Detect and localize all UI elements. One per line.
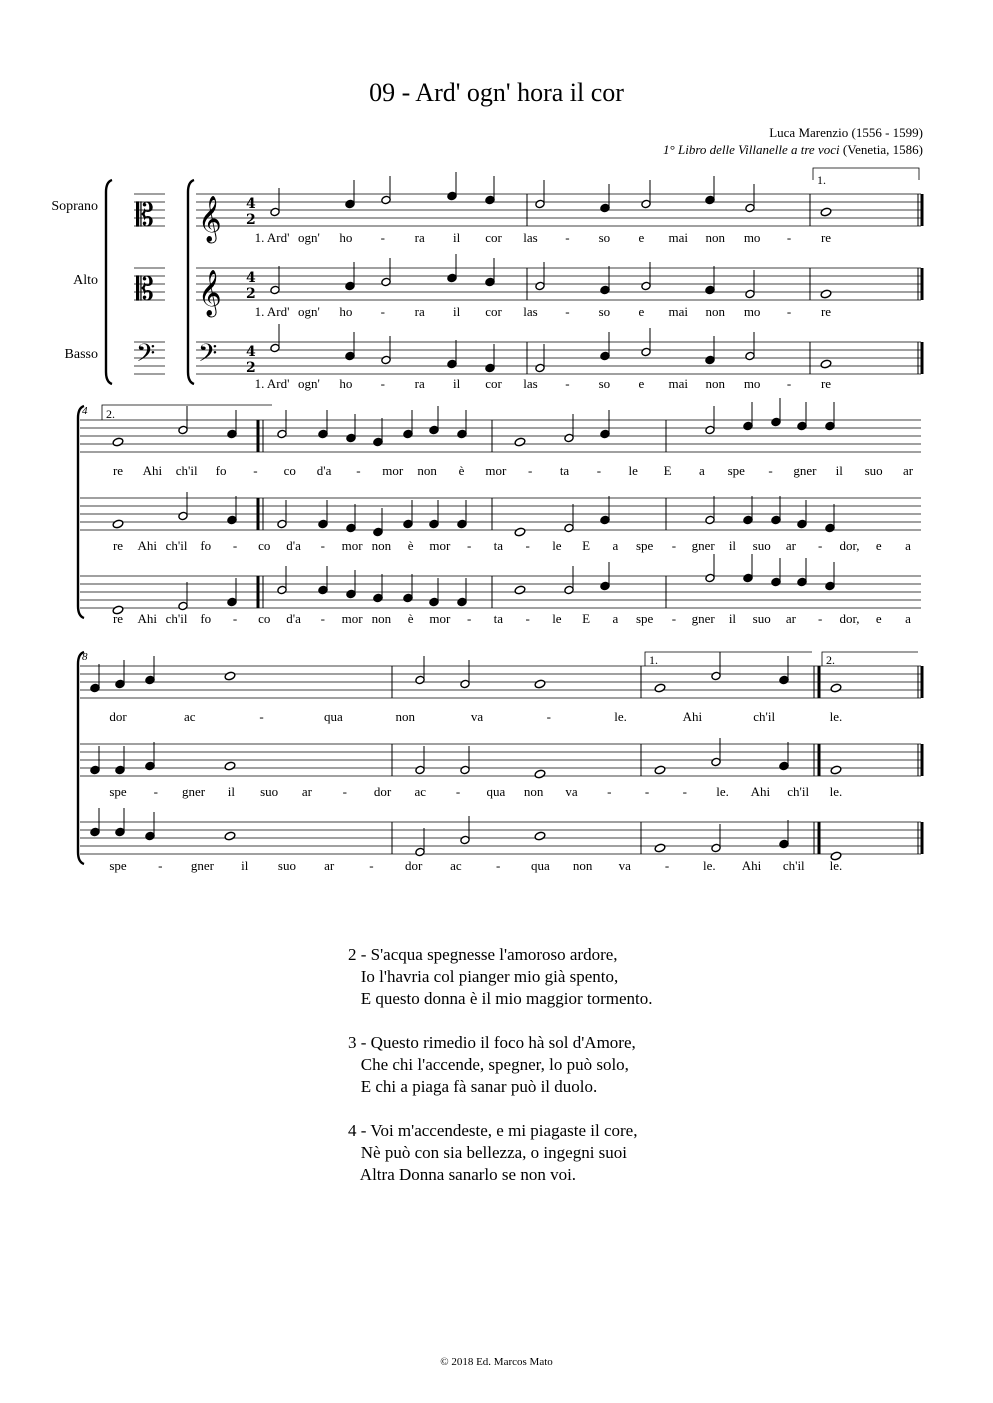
- lyric-syllable: le: [552, 611, 562, 626]
- alto-clef-icon: 𝄡: [136, 196, 154, 234]
- lyric-syllable: las: [523, 230, 538, 245]
- additional-verses: [348, 944, 653, 1208]
- time-signature-top: 4: [246, 344, 256, 360]
- note-head: [820, 359, 832, 369]
- lyric-syllable: spe: [727, 463, 745, 478]
- note-head: [654, 843, 666, 853]
- lyric-syllable: non: [572, 858, 593, 873]
- verse-stanza: [348, 1032, 653, 1098]
- lyric-syllable: ac: [184, 709, 196, 724]
- lyric-syllable: le.: [829, 858, 843, 873]
- lyric-syllable: dor,: [839, 611, 860, 626]
- lyric-syllable: gner: [691, 538, 715, 553]
- lyric-syllable: fo: [215, 463, 227, 478]
- note-head: [534, 679, 546, 689]
- lyric-syllable: a: [612, 538, 619, 553]
- lyric-syllable: dor: [109, 709, 127, 724]
- lyric-syllable: -: [380, 376, 385, 391]
- lyric-syllable: spe: [109, 784, 127, 799]
- lyric-syllable: non: [395, 709, 415, 724]
- lyric-syllable: ogn': [298, 376, 320, 391]
- voice-name-basso: Basso: [64, 347, 98, 362]
- lyric-syllable: a: [905, 611, 911, 626]
- lyric-syllable: -: [320, 538, 325, 553]
- note-head: [820, 289, 832, 299]
- lyric-syllable: le.: [716, 784, 729, 799]
- lyric-syllable: il: [227, 784, 235, 799]
- lyric-syllable: le.: [702, 858, 716, 873]
- lyric-syllable: qua: [324, 709, 343, 724]
- lyric-syllable: ar: [785, 611, 797, 626]
- lyric-syllable: il: [728, 538, 737, 553]
- lyric-syllable: gner: [182, 784, 206, 799]
- lyric-syllable: suo: [260, 784, 279, 799]
- lyric-syllable: gner: [793, 463, 817, 478]
- lyric-syllable: co: [258, 538, 271, 553]
- lyric-syllable: il: [453, 376, 461, 391]
- lyric-syllable: -: [380, 230, 385, 245]
- lyric-syllable: -: [525, 538, 530, 553]
- lyric-syllable: -: [671, 611, 677, 626]
- lyric-syllable: ch'il: [782, 858, 805, 873]
- lyric-syllable: d'a: [286, 611, 301, 626]
- lyric-syllable: -: [158, 858, 163, 873]
- verse-line: E questo donna è il mio maggior tormento.: [348, 989, 653, 1008]
- lyric-syllable: il: [835, 463, 843, 478]
- lyric-syllable: d'a: [316, 463, 332, 478]
- lyric-syllable: cor: [485, 230, 502, 245]
- lyric-syllable: mo: [743, 376, 761, 391]
- lyric-syllable: non: [523, 784, 544, 799]
- lyric-syllable: -: [565, 304, 570, 319]
- lyric-syllable: -: [232, 538, 238, 553]
- lyric-syllable: dor: [373, 784, 392, 799]
- lyric-syllable: mai: [668, 376, 689, 391]
- lyric-syllable: -: [380, 304, 385, 319]
- page-title: 09 - Ard' ogn' hora il cor: [369, 78, 624, 107]
- lyric-syllable: -: [818, 538, 823, 553]
- lyric-syllable: -: [253, 463, 258, 478]
- verse-line: Nè può con sia bellezza, o ingegni suoi: [348, 1143, 628, 1162]
- lyric-syllable: ra: [414, 376, 425, 391]
- lyric-syllable: -: [664, 858, 670, 873]
- voice-name-soprano: Soprano: [51, 199, 98, 214]
- volta-number: 2.: [106, 407, 115, 421]
- lyric-syllable: non: [371, 538, 392, 553]
- lyric-syllable: las: [523, 304, 538, 319]
- lyric-syllable: ho: [339, 304, 353, 319]
- lyric-syllable: va: [565, 784, 578, 799]
- lyric-syllable: -: [786, 376, 792, 391]
- verse-line: Io l'havria col pianger mio già spento,: [348, 967, 619, 986]
- lyric-syllable: mor: [429, 538, 451, 553]
- bass-clef-icon: 𝄢: [136, 339, 156, 374]
- lyric-syllable: ar: [902, 463, 914, 478]
- lyric-syllable: E: [663, 463, 672, 478]
- lyric-syllable: -: [455, 784, 461, 799]
- composer-name: Luca Marenzio (1556 - 1599): [769, 125, 923, 140]
- verse-line: Che chi l'accende, spegner, lo può solo,: [348, 1055, 629, 1074]
- lyric-syllable: suo: [752, 611, 771, 626]
- lyric-syllable: ch'il: [787, 784, 810, 799]
- note-head: [224, 671, 236, 681]
- lyric-syllable: cor: [485, 304, 502, 319]
- book-publication: (Venetia, 1586): [839, 142, 923, 157]
- verse-stanza: [348, 1120, 653, 1186]
- note-head: [654, 765, 666, 775]
- lyric-syllable: il: [241, 858, 249, 873]
- lyric-syllable: le.: [829, 784, 843, 799]
- lyric-syllable: -: [528, 463, 533, 478]
- lyric-syllable: mor: [429, 611, 451, 626]
- measure-number: 4: [82, 405, 88, 417]
- lyric-syllable: va: [618, 858, 631, 873]
- note-head: [514, 527, 526, 537]
- lyric-syllable: a: [699, 463, 705, 478]
- lyric-syllable: Ahi: [142, 463, 163, 478]
- lyric-syllable: non: [705, 376, 725, 391]
- note-head: [514, 437, 526, 447]
- lyric-syllable: qua: [486, 784, 506, 799]
- lyric-syllable: suo: [277, 858, 296, 873]
- lyric-syllable: ta: [559, 463, 570, 478]
- lyric-syllable: gner: [190, 858, 215, 873]
- lyric-syllable: e: [638, 304, 645, 319]
- note-head: [820, 207, 832, 217]
- lyric-syllable: ar: [785, 538, 797, 553]
- lyric-syllable: Ahi: [750, 784, 771, 799]
- lyric-syllable: fo: [200, 611, 212, 626]
- lyric-syllable: non: [371, 611, 392, 626]
- lyric-syllable: gner: [691, 611, 715, 626]
- lyric-syllable: -: [682, 784, 688, 799]
- lyric-syllable: ho: [339, 376, 353, 391]
- lyric-syllable: cor: [485, 376, 502, 391]
- lyric-syllable: mor: [341, 538, 363, 553]
- lyric-syllable: mai: [668, 304, 689, 319]
- lyric-syllable: ch'il: [753, 709, 776, 724]
- lyric-syllable: -: [565, 230, 570, 245]
- lyric-syllable: non: [705, 304, 725, 319]
- lyric-syllable: spe: [635, 611, 654, 626]
- lyric-syllable: -: [818, 611, 823, 626]
- lyric-syllable: mor: [341, 611, 363, 626]
- verse-line: 3 - Questo rimedio il foco hà sol d'Amore,: [348, 1033, 636, 1052]
- bass-clef-icon: 𝄢: [198, 339, 218, 374]
- note-head: [514, 585, 526, 595]
- treble-clef-icon: 𝄞: [198, 270, 222, 316]
- lyric-syllable: -: [320, 611, 325, 626]
- lyric-syllable: ac: [450, 858, 462, 873]
- volta-bracket: [645, 652, 812, 666]
- lyric-syllable: -: [786, 304, 792, 319]
- book-title: 1° Libro delle Villanelle a tre voci: [663, 142, 840, 157]
- lyric-syllable: co: [258, 611, 271, 626]
- lyric-syllable: re: [112, 538, 124, 553]
- lyric-syllable: mai: [668, 230, 689, 245]
- lyric-syllable: spe: [109, 858, 127, 873]
- lyric-syllable: e: [638, 376, 645, 391]
- note-head: [534, 831, 546, 841]
- time-signature-top: 4: [246, 196, 256, 212]
- lyric-syllable: le.: [829, 709, 843, 724]
- lyric-syllable: ch'il: [165, 538, 188, 553]
- note-head: [830, 765, 842, 775]
- time-signature-top: 4: [246, 270, 256, 286]
- lyric-syllable: re: [112, 463, 124, 478]
- lyric-syllable: ta: [493, 611, 504, 626]
- time-signature-bottom: 2: [246, 286, 256, 302]
- volta-number: 2.: [826, 653, 835, 667]
- lyric-syllable: e: [875, 611, 882, 626]
- note-head: [224, 761, 236, 771]
- lyric-syllable: so: [598, 376, 611, 391]
- lyric-syllable: ar: [324, 858, 335, 873]
- lyric-syllable: ho: [339, 230, 353, 245]
- lyric-syllable: -: [232, 611, 238, 626]
- time-signature-bottom: 2: [246, 212, 256, 228]
- lyric-syllable: -: [596, 463, 602, 478]
- lyric-syllable: dor: [404, 858, 423, 873]
- verse-line: 2 - S'acqua spegnesse l'amoroso ardore,: [348, 945, 618, 964]
- lyric-syllable: e: [638, 230, 645, 245]
- lyric-syllable: ch'il: [175, 463, 198, 478]
- verse-line: Altra Donna sanarlo se non voi.: [348, 1165, 577, 1184]
- note-head: [112, 437, 124, 447]
- note-head: [224, 831, 236, 841]
- lyric-syllable: Ahi: [682, 709, 703, 724]
- lyric-syllable: le: [552, 538, 562, 553]
- system-bracket: [106, 180, 112, 384]
- note-head: [654, 683, 666, 693]
- alto-clef-icon: 𝄡: [136, 270, 154, 308]
- lyric-syllable: -: [153, 784, 158, 799]
- lyric-syllable: è: [407, 611, 414, 626]
- lyric-syllable: non: [705, 230, 725, 245]
- system-bracket: [78, 406, 84, 618]
- note-head: [830, 683, 842, 693]
- lyric-syllable: le.: [614, 709, 627, 724]
- lyric-syllable: ogn': [298, 304, 320, 319]
- lyric-syllable: Ahi: [137, 611, 158, 626]
- lyric-syllable: mo: [743, 230, 761, 245]
- lyric-syllable: E: [582, 611, 591, 626]
- lyric-syllable: -: [786, 230, 792, 245]
- lyric-syllable: mo: [743, 304, 761, 319]
- lyric-syllable: -: [466, 611, 472, 626]
- lyric-syllable: -: [495, 858, 501, 873]
- lyric-syllable: suo: [752, 538, 771, 553]
- lyric-syllable: Ahi: [741, 858, 762, 873]
- lyric-syllable: ac: [414, 784, 427, 799]
- treble-clef-icon: 𝄞: [198, 196, 222, 242]
- lyric-syllable: -: [644, 784, 650, 799]
- lyric-syllable: 1. Ard': [254, 230, 290, 245]
- lyric-syllable: d'a: [286, 538, 301, 553]
- lyric-syllable: ch'il: [165, 611, 188, 626]
- lyric-syllable: il: [453, 304, 461, 319]
- measure-number: 8: [82, 651, 88, 663]
- lyric-syllable: E: [582, 538, 591, 553]
- lyric-syllable: Ahi: [137, 538, 158, 553]
- lyric-syllable: dor,: [839, 538, 860, 553]
- lyric-syllable: ra: [414, 230, 425, 245]
- lyric-syllable: -: [369, 858, 374, 873]
- lyric-syllable: suo: [864, 463, 883, 478]
- lyric-syllable: re: [820, 304, 832, 319]
- verse-line: 4 - Voi m'accendeste, e mi piagaste il core,: [348, 1121, 638, 1140]
- lyric-syllable: va: [470, 709, 484, 724]
- volta-number: 1.: [817, 173, 826, 187]
- lyric-syllable: ra: [414, 304, 425, 319]
- lyric-syllable: -: [768, 463, 773, 478]
- volta-bracket: [813, 168, 919, 180]
- lyric-syllable: a: [905, 538, 911, 553]
- lyric-syllable: ogn': [298, 230, 320, 245]
- lyric-syllable: a: [612, 611, 619, 626]
- note-head: [534, 769, 546, 779]
- lyric-syllable: -: [546, 709, 551, 724]
- lyric-syllable: non: [417, 463, 437, 478]
- lyric-syllable: il: [453, 230, 461, 245]
- lyric-syllable: re: [112, 611, 124, 626]
- lyric-syllable: -: [671, 538, 677, 553]
- lyric-syllable: -: [356, 463, 361, 478]
- lyric-syllable: -: [607, 784, 612, 799]
- lyric-syllable: ta: [493, 538, 504, 553]
- lyric-syllable: 1. Ard': [254, 304, 290, 319]
- lyric-syllable: -: [466, 538, 472, 553]
- lyric-syllable: -: [259, 709, 264, 724]
- lyric-syllable: le: [628, 463, 638, 478]
- lyric-syllable: il: [728, 611, 737, 626]
- lyric-syllable: è: [407, 538, 414, 553]
- volta-bracket: [822, 652, 918, 666]
- lyric-syllable: è: [458, 463, 465, 478]
- lyric-syllable: las: [523, 376, 538, 391]
- lyric-syllable: re: [820, 376, 832, 391]
- lyric-syllable: e: [875, 538, 882, 553]
- lyric-syllable: -: [565, 376, 570, 391]
- lyric-syllable: qua: [530, 858, 550, 873]
- lyric-syllable: -: [525, 611, 530, 626]
- lyric-syllable: fo: [200, 538, 212, 553]
- lyric-syllable: 1. Ard': [254, 376, 290, 391]
- lyric-syllable: mor: [485, 463, 507, 478]
- system-bracket: [188, 180, 194, 384]
- lyric-syllable: so: [598, 230, 611, 245]
- lyric-syllable: co: [283, 463, 296, 478]
- lyric-syllable: mor: [382, 463, 404, 478]
- verse-line: E chi a piaga fà sanar può il duolo.: [348, 1077, 598, 1096]
- volta-number: 1.: [649, 653, 658, 667]
- verse-stanza: [348, 944, 653, 1010]
- lyric-syllable: so: [598, 304, 611, 319]
- lyric-syllable: -: [342, 784, 347, 799]
- note-head: [112, 519, 124, 529]
- system-bracket: [78, 652, 84, 864]
- lyric-syllable: ar: [301, 784, 313, 799]
- lyric-syllable: re: [820, 230, 832, 245]
- copyright-notice: © 2018 Ed. Marcos Mato: [440, 1356, 553, 1368]
- time-signature-bottom: 2: [246, 360, 256, 376]
- lyric-syllable: spe: [635, 538, 654, 553]
- voice-name-alto: Alto: [73, 273, 98, 288]
